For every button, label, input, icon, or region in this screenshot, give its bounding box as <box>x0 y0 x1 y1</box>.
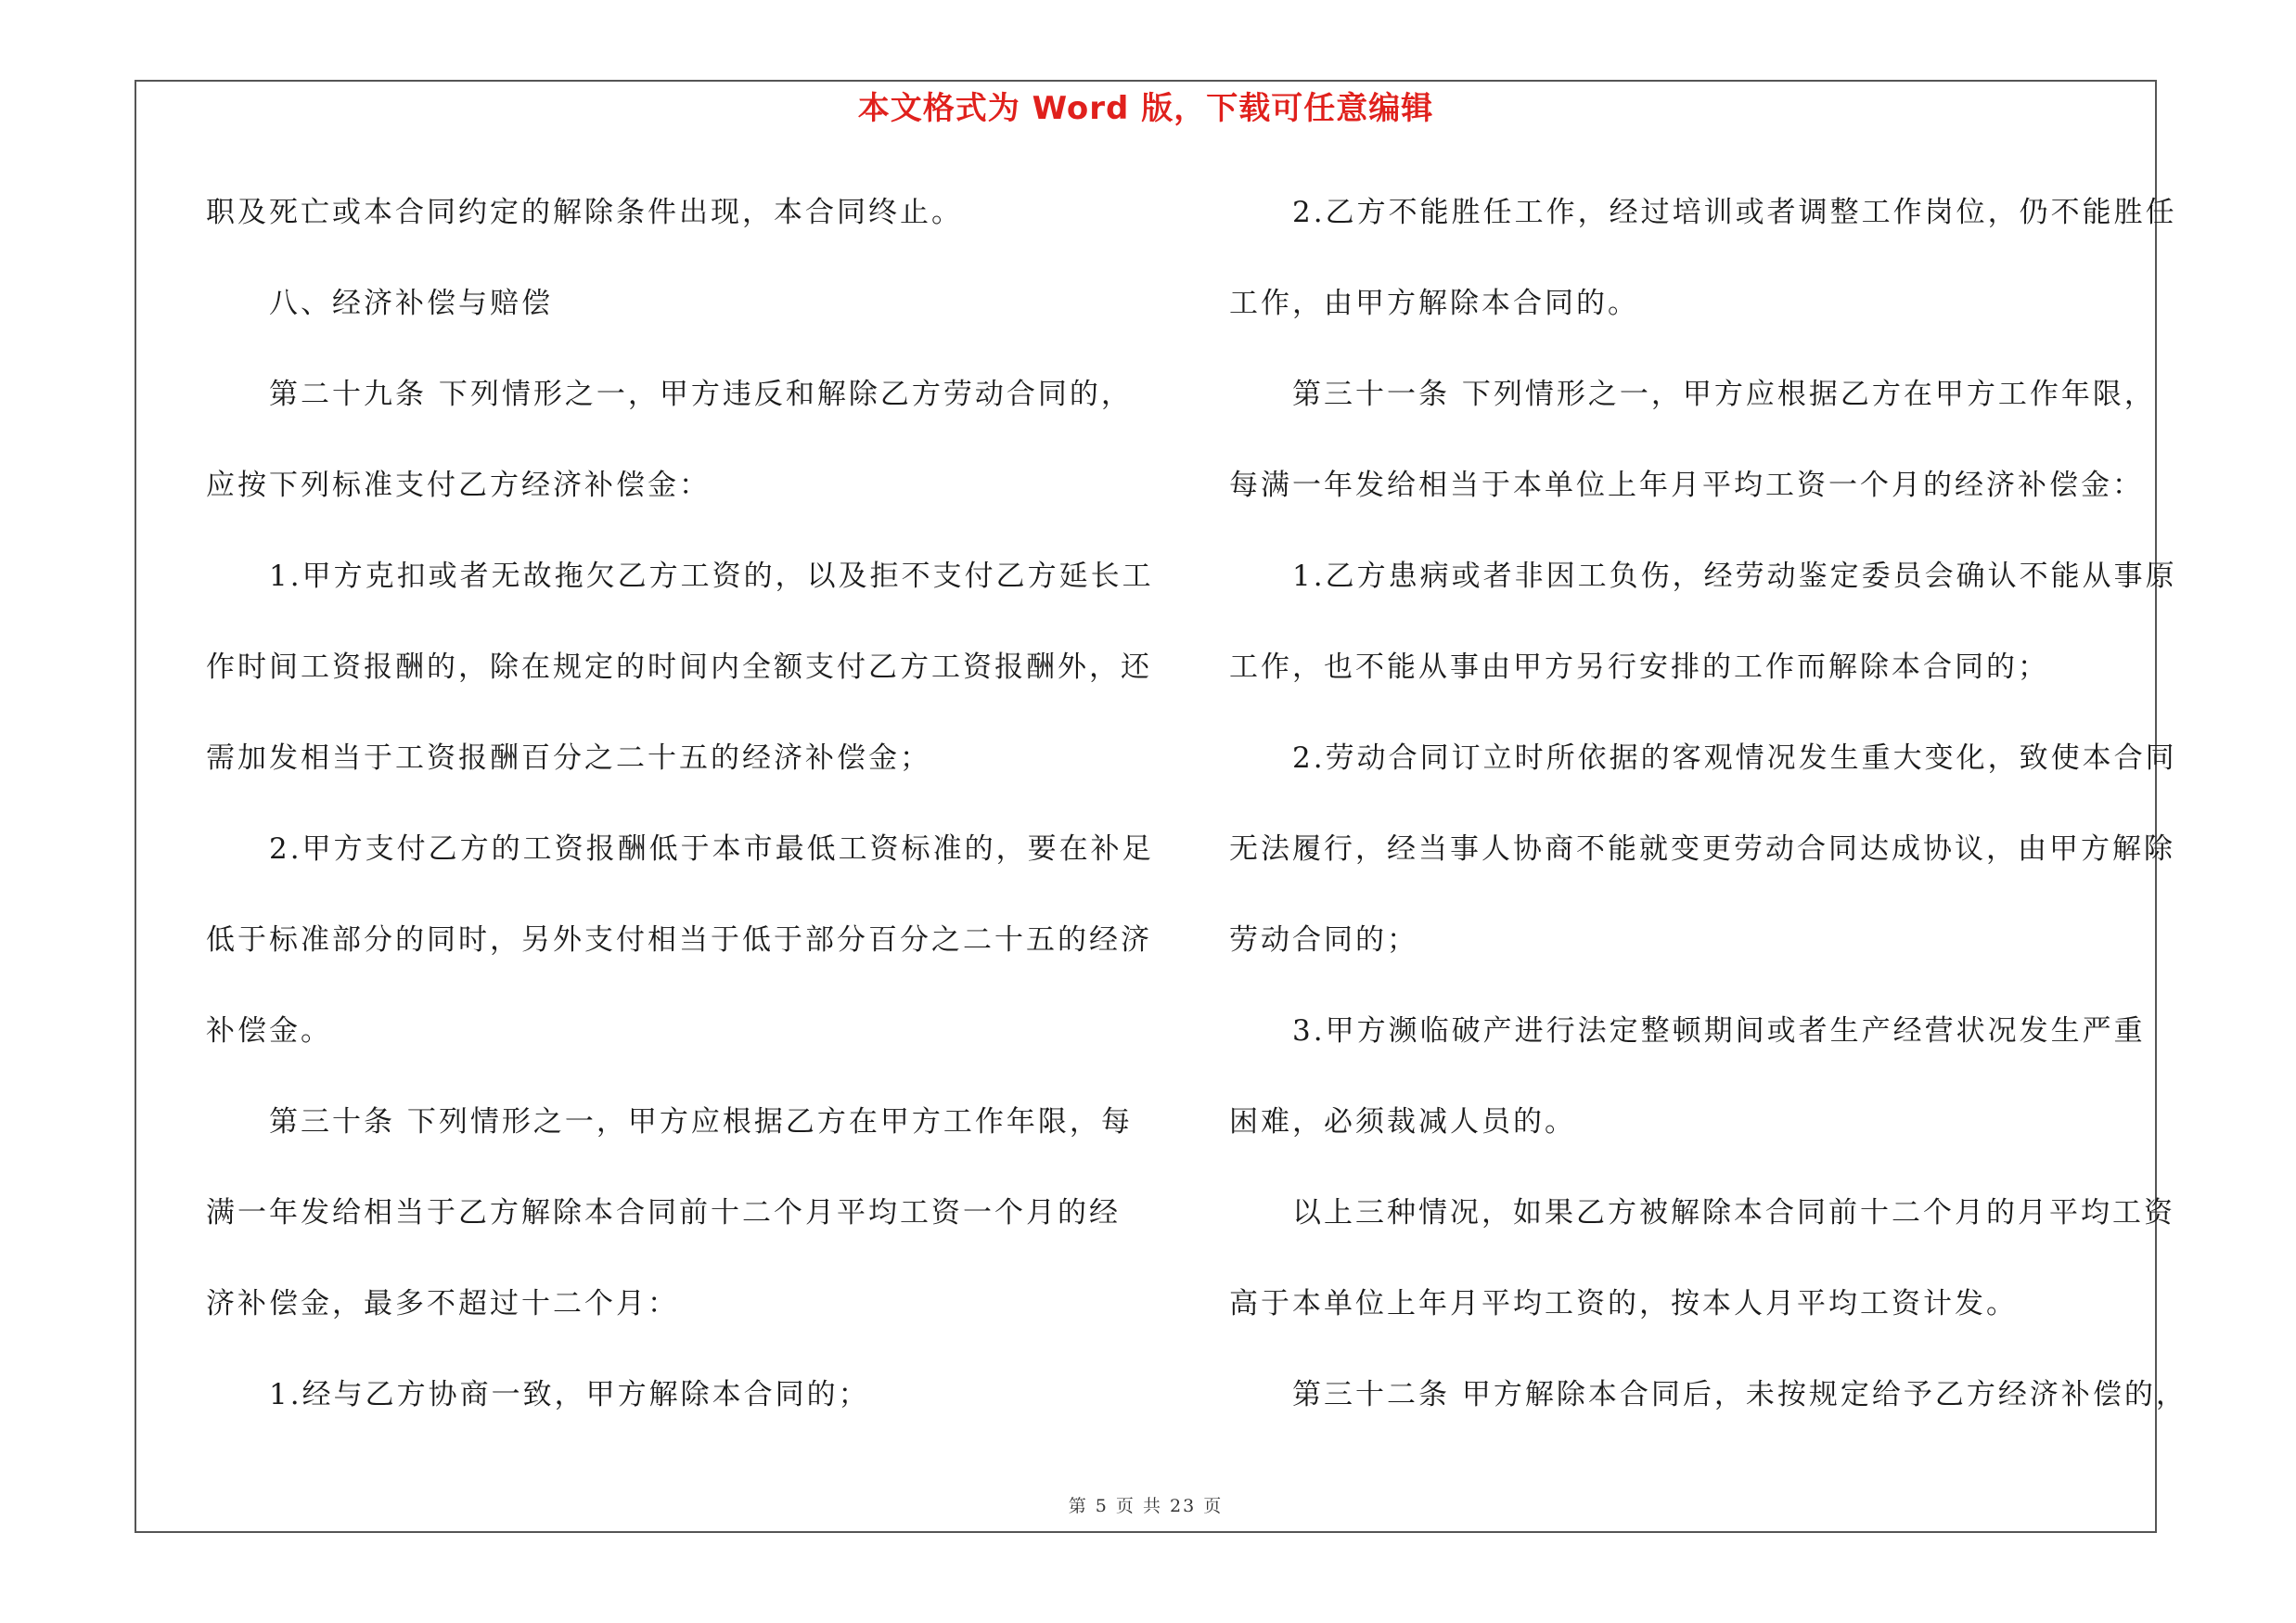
text-line: 高于本单位上年月平均工资的，按本人月平均工资计发。 <box>1229 1287 2018 1320</box>
editable-notice-banner: 本文格式为 Word 版，下载可任意编辑 <box>857 90 1434 127</box>
text-line: 第二十九条 下列情形之一，甲方违反和解除乙方劳动合同的， <box>269 378 1133 411</box>
page-number-footer: 第 5 页 共 23 页 <box>1068 1496 1224 1516</box>
text-line: 每满一年发给相当于本单位上年月平均工资一个月的经济补偿金： <box>1229 469 2144 502</box>
text-line: 低于标准部分的同时，另外支付相当于低于部分百分之二十五的经济 <box>206 923 1152 957</box>
text-line: 第三十一条 下列情形之一，甲方应根据乙方在甲方工作年限， <box>1292 378 2156 411</box>
text-line: 劳动合同的； <box>1229 923 1418 957</box>
text-line: 需加发相当于工资报酬百分之二十五的经济补偿金； <box>206 741 931 775</box>
text-line: 第三十二条 甲方解除本合同后，未按规定给予乙方经济补偿的， <box>1292 1378 2187 1411</box>
right-text-column <box>1229 184 2187 1457</box>
text-line: 八、经济补偿与赔偿 <box>269 287 553 320</box>
text-line: 无法履行，经当事人协商不能就变更劳动合同达成协议，由甲方解除 <box>1229 832 2175 866</box>
text-line: 应按下列标准支付乙方经济补偿金： <box>206 469 711 502</box>
text-line: 2.甲方支付乙方的工资报酬低于本市最低工资标准的，要在补足 <box>269 832 1154 866</box>
text-line: 作时间工资报酬的，除在规定的时间内全额支付乙方工资报酬外，还 <box>206 650 1152 684</box>
text-line: 2.劳动合同订立时所依据的客观情况发生重大变化，致使本合同 <box>1292 741 2177 775</box>
text-line: 1.甲方克扣或者无故拖欠乙方工资的，以及拒不支付乙方延长工 <box>269 560 1154 593</box>
text-line: 补偿金。 <box>206 1014 332 1048</box>
text-line: 1.乙方患病或者非因工负伤，经劳动鉴定委员会确认不能从事原 <box>1292 560 2177 593</box>
text-line: 困难，必须裁减人员的。 <box>1229 1105 1576 1139</box>
text-line: 职及死亡或本合同约定的解除条件出现，本合同终止。 <box>206 196 963 229</box>
text-line: 工作，也不能从事由甲方另行安排的工作而解除本合同的； <box>1229 650 2049 684</box>
left-text-column <box>206 184 1154 1457</box>
text-line: 1.经与乙方协商一致，甲方解除本合同的； <box>269 1378 870 1411</box>
text-line: 第三十条 下列情形之一，甲方应根据乙方在甲方工作年限，每 <box>269 1105 1133 1139</box>
text-line: 满一年发给相当于乙方解除本合同前十二个月平均工资一个月的经 <box>206 1196 1121 1230</box>
text-line: 以上三种情况，如果乙方被解除本合同前十二个月的月平均工资 <box>1292 1196 2175 1230</box>
text-line: 2.乙方不能胜任工作，经过培训或者调整工作岗位，仍不能胜任 <box>1292 196 2177 229</box>
text-line: 3.甲方濒临破产进行法定整顿期间或者生产经营状况发生严重 <box>1292 1014 2146 1048</box>
text-line: 工作，由甲方解除本合同的。 <box>1229 287 1639 320</box>
text-line: 济补偿金，最多不超过十二个月： <box>206 1287 679 1320</box>
